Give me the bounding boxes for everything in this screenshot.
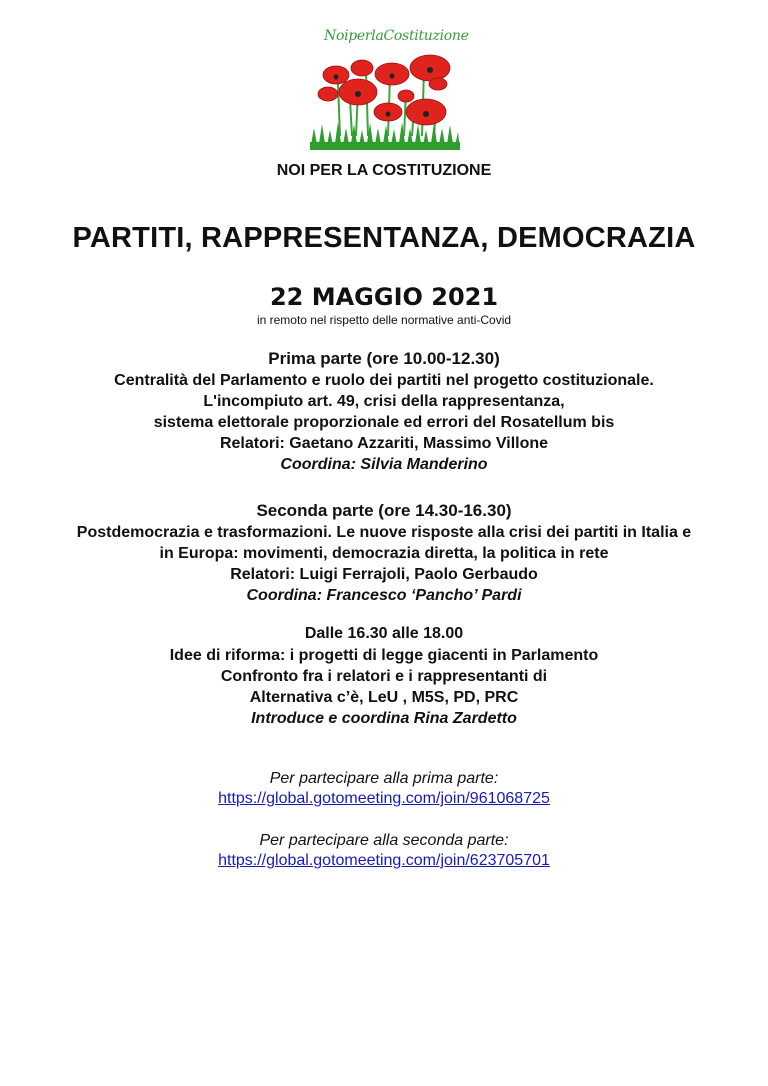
section-line: Idee di riforma: i progetti di legge giacenti in Parlamento [169, 647, 599, 664]
org-name: NOI PER LA COSTITUZIONE [276, 162, 492, 179]
section-line: Postdemocrazia e trasformazioni. Le nuove risposte alla crisi dei partiti in Italia e [76, 524, 692, 541]
section-line: L'incompiuto art. 49, crisi della rappresentanza, [203, 393, 565, 410]
section-coordinator: Coordina: Francesco ‘Pancho’ Pardi [246, 587, 522, 604]
section-heading: Seconda parte (ore 14.30-16.30) [256, 501, 512, 520]
section-coordinator: Coordina: Silvia Manderino [280, 456, 488, 473]
section-line: in Europa: movimenti, democrazia diretta, la politica in rete [159, 545, 609, 562]
section-heading: Dalle 16.30 alle 18.00 [304, 625, 464, 642]
join-label: Per partecipare alla prima parte: [269, 770, 499, 787]
event-date: 22 MAGGIO 2021 [269, 283, 499, 311]
logo-text: NoiperlaCostituzione [324, 28, 469, 44]
section-line: sistema elettorale proporzionale ed errori del Rosatellum bis [153, 414, 615, 431]
section-second-part [0, 500, 768, 606]
join-second-part [0, 830, 768, 870]
section-line: Confronto fra i relatori e i rappresentanti di [220, 668, 548, 685]
section-line: Centralità del Parlamento e ruolo dei partiti nel progetto costituzionale. [114, 372, 654, 389]
logo [306, 28, 469, 152]
join-label: Per partecipare alla seconda parte: [259, 832, 509, 849]
page-title: PARTITI, RAPPRESENTANZA, DEMOCRAZIA [72, 222, 696, 254]
section-line: Relatori: Luigi Ferrajoli, Paolo Gerbaudo [230, 566, 538, 583]
join-first-part [0, 768, 768, 808]
remote-note: in remoto nel rispetto delle normative anti-Covid [256, 313, 512, 327]
section-line: Alternativa c’è, LeU , M5S, PD, PRC [249, 689, 519, 706]
section-first-part [0, 348, 768, 475]
meeting-link[interactable]: https://global.gotomeeting.com/join/961068725 [218, 790, 550, 807]
section-third-part [0, 623, 768, 729]
section-line: Relatori: Gaetano Azzariti, Massimo Villone [219, 435, 549, 452]
section-heading: Prima parte (ore 10.00-12.30) [268, 349, 500, 368]
poppies-icon [306, 28, 462, 152]
meeting-link[interactable]: https://global.gotomeeting.com/join/623705701 [218, 852, 550, 869]
section-coordinator: Introduce e coordina Rina Zardetto [251, 710, 517, 727]
